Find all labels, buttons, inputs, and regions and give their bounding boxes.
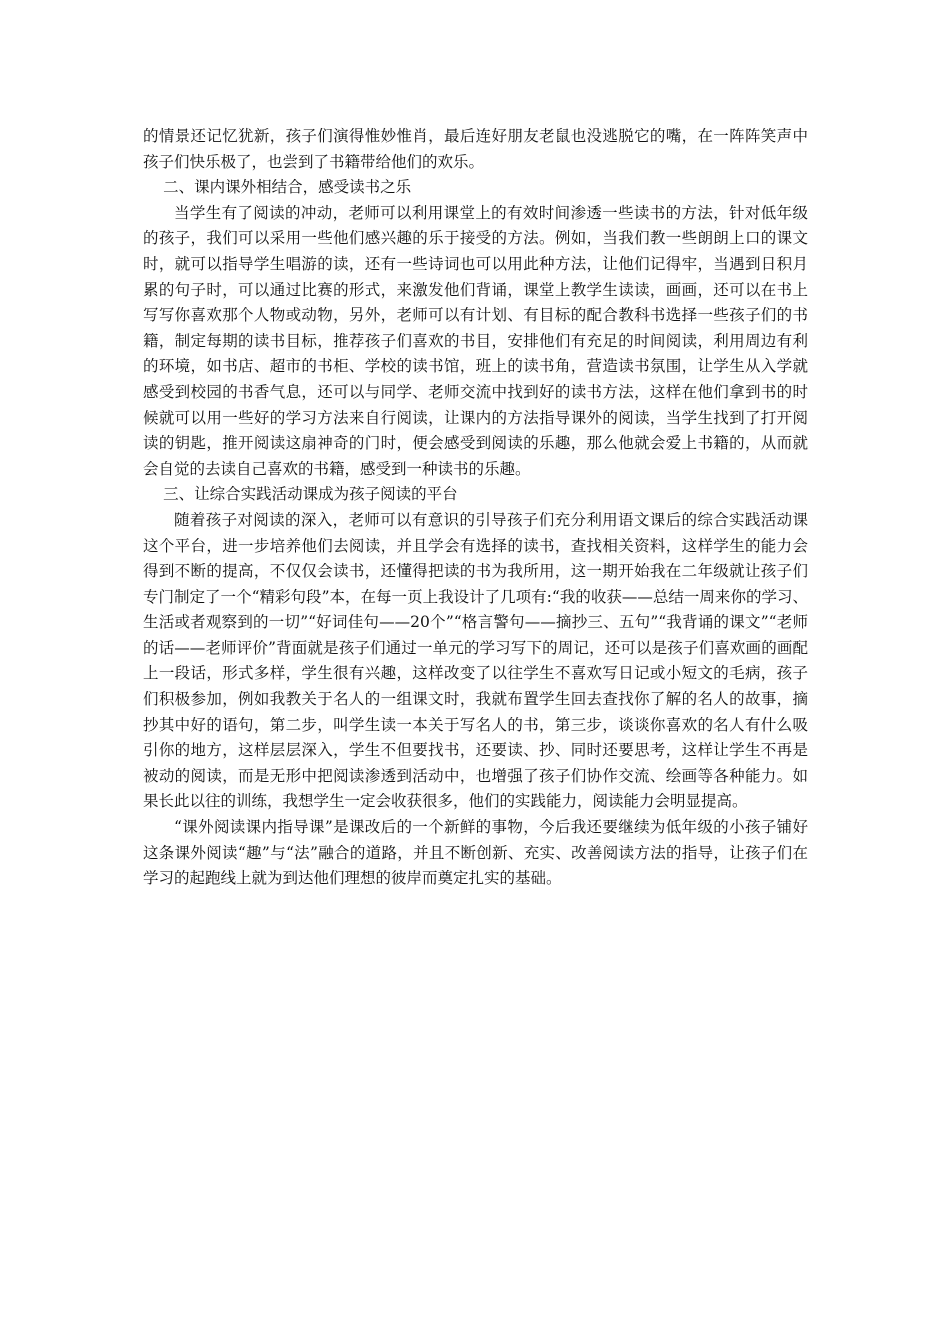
- document-body: [143, 124, 808, 892]
- paragraph-section-3: 随着孩子对阅读的深入，老师可以有意识的引导孩子们充分利用语文课后的综合实践活动课这个平台，进一步培养他们去阅读，并且学会有选择的读书，查找相关资料，这样学生的能力会得到不断的提高，不仅仅会读书，还懂得把读的书为我所用，这一期开始我在二年级就让孩子们专门制定了一个“精彩句段”本，在每一页上我设计了几项有:“我的收获——总结一周来你的学习、生活或者观察到的一切”“好词佳句——20个”“格言警句——摘抄三、五句”“我背诵的课文”“老师的话——老师评价”背面就是孩子们通过一单元的学习写下的周记，还可以是孩子们喜欢画的画配上一段话，形式多样，学生很有兴趣，这样改变了以往学生不喜欢写日记或小短文的毛病，孩子们积极参加，例如我教关于名人的一组课文时，我就布置学生回去查找你了解的名人的故事，摘抄其中好的语句，第二步，叫学生读一本关于写名人的书，第三步，谈谈你喜欢的名人有什么吸引你的地方，这样层层深入，学生不但要找书，还要读、抄、同时还要思考，这样让学生不再是被动的阅读，而是无形中把阅读渗透到活动中，也增强了孩子们协作交流、绘画等各种能力。如果长此以往的训练，我想学生一定会收获很多，他们的实践能力，阅读能力会明显提高。: [143, 510, 808, 811]
- paragraph-continued: 的情景还记忆犹新，孩子们演得惟妙惟肖，最后连好朋友老鼠也没逃脱它的嘴，在一阵阵笑声中孩子们快乐极了，也尝到了书籍带给他们的欢乐。: [143, 127, 808, 171]
- paragraph-section-2: 当学生有了阅读的冲动，老师可以利用课堂上的有效时间渗透一些读书的方法，针对低年级的孩子，我们可以采用一些他们感兴趣的乐于接受的方法。例如，当我们教一些朗朗上口的课文时，就可以指导学生唱游的读，还有一些诗词也可以用此种方法，让他们记得牢，当遇到日积月累的句子时，可以通过比赛的形式，来激发他们背诵，课堂上教学生读读，画画，还可以在书上写写你喜欢那个人物或动物，另外，老师可以有计划、有目标的配合教科书选择一些孩子们的书籍，制定每期的读书目标，推荐孩子们喜欢的书目，安排他们有充足的时间阅读，利用周边有利的环境，如书店、超市的书柜、学校的读书馆，班上的读书角，营造读书氛围，让学生从入学就感受到校园的书香气息，还可以与同学、老师交流中找到好的读书方法，这样在他们拿到书的时候就可以用一些好的学习方法来自行阅读，让课内的方法指导课外的阅读，当学生找到了打开阅读的钥匙，推开阅读这扇神奇的门时，便会感受到阅读的乐趣，那么他就会爱上书籍的，从而就会自觉的去读自己喜欢的书籍，感受到一种读书的乐趣。: [143, 203, 808, 478]
- section-heading-3: 三、让综合实践活动课成为孩子阅读的平台: [163, 485, 458, 504]
- paragraph-conclusion: “课外阅读课内指导课”是课改后的一个新鲜的事物，今后我还要继续为低年级的小孩子铺好这条课外阅读“趣”与“法”融合的道路，并且不断创新、充实、改善阅读方法的指导，让孩子们在学习的起跑线上就为到达他们理想的彼岸而奠定扎实的基础。: [143, 818, 808, 888]
- section-heading-2: 二、课内课外相结合，感受读书之乐: [163, 178, 412, 197]
